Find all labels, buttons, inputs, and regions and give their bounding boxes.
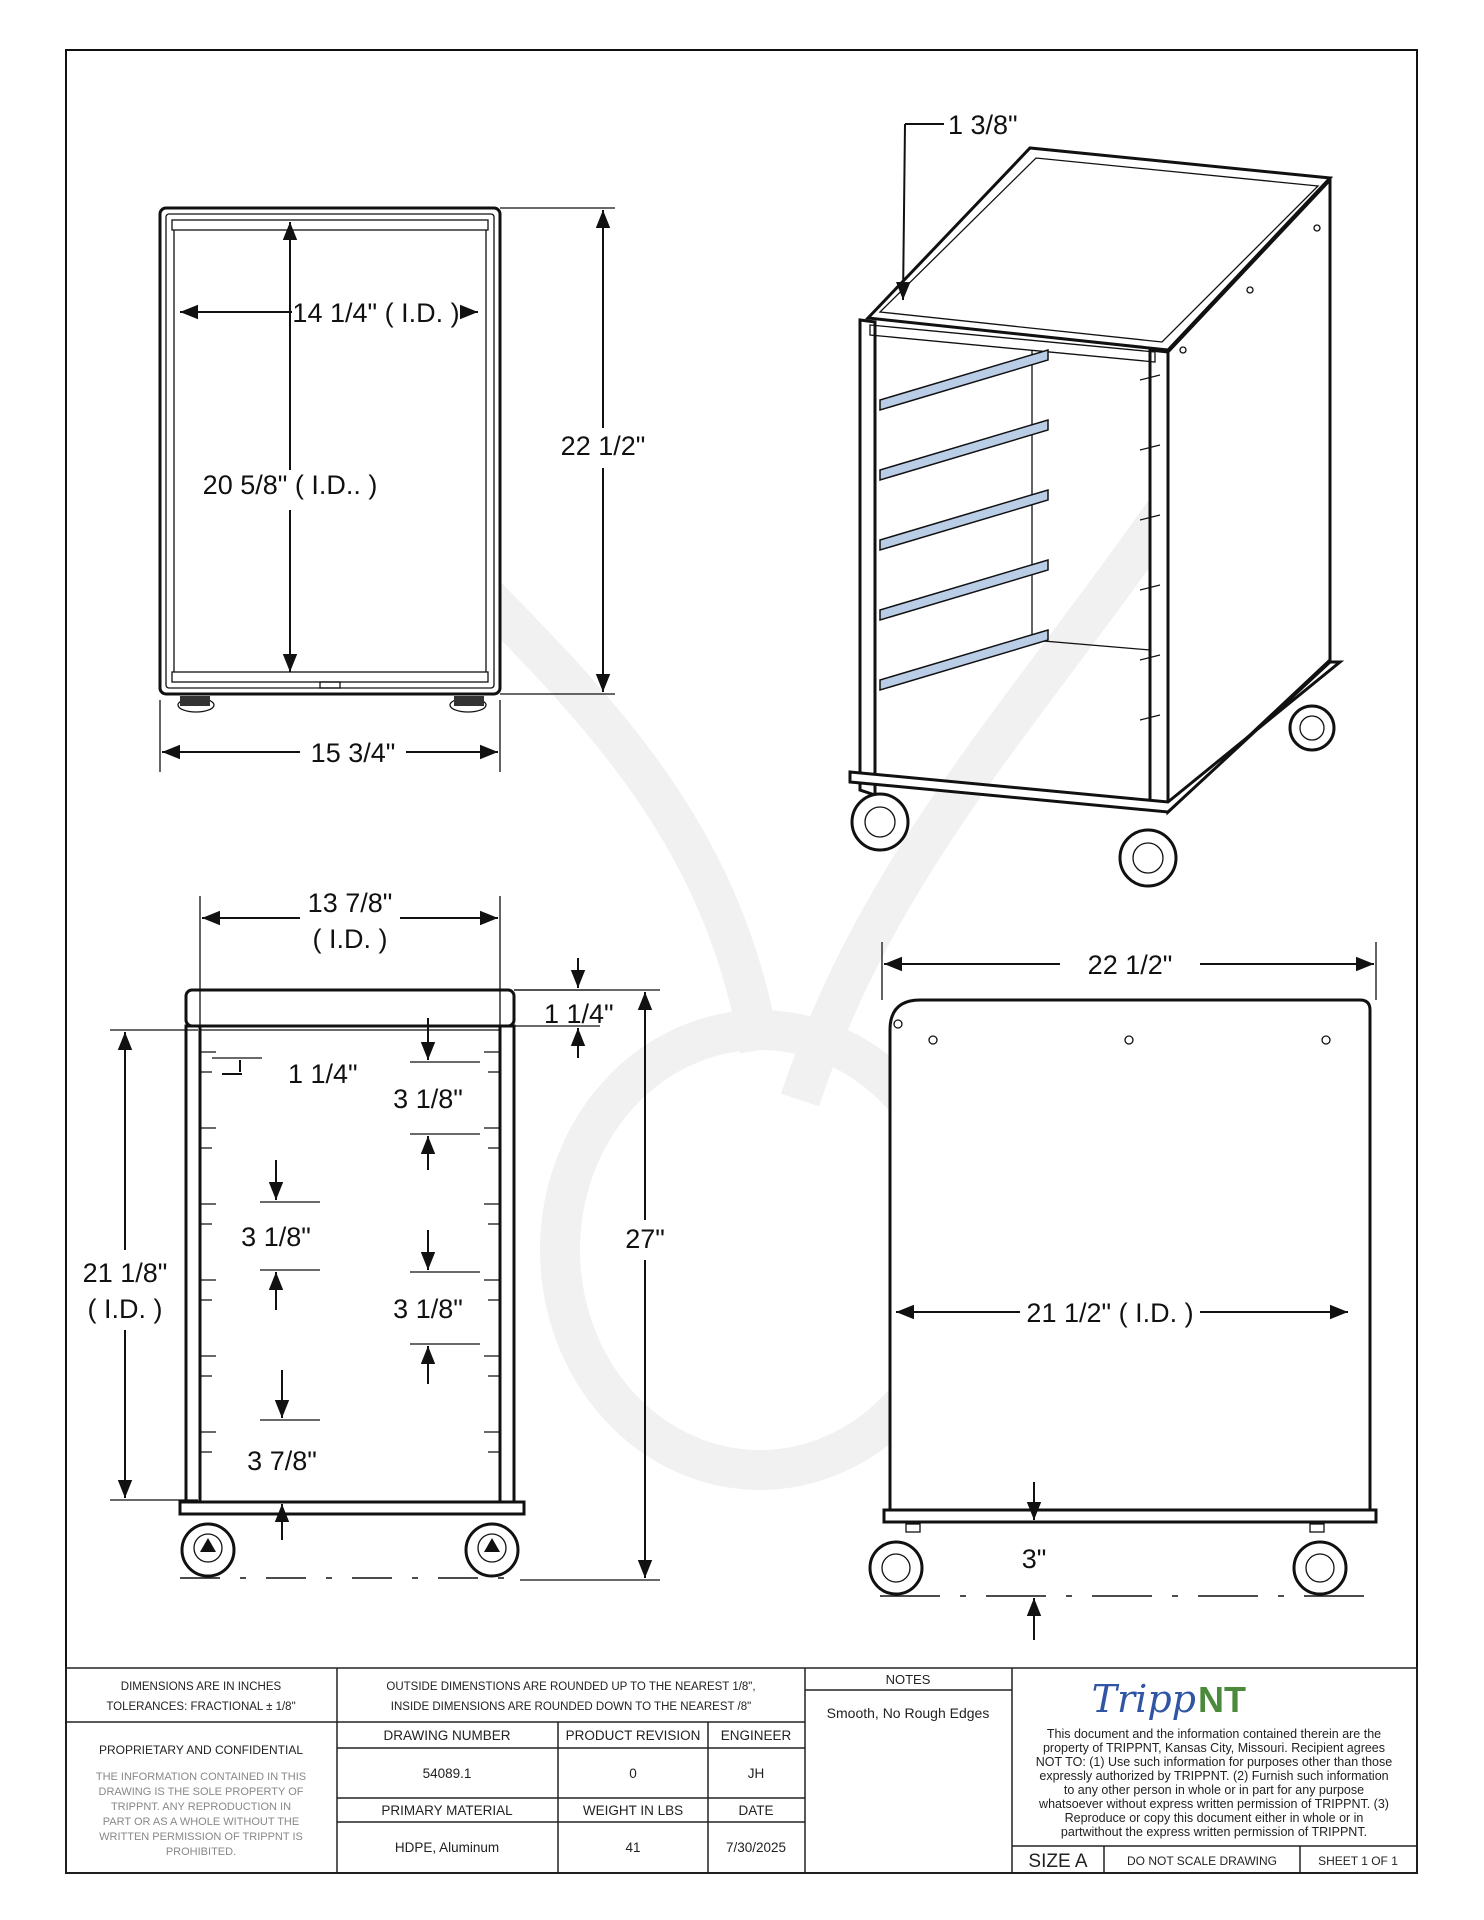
weight: 41 <box>625 1840 641 1855</box>
dim-side-spacing-a: 3 1/8" <box>393 1084 463 1114</box>
dim-front-height: 22 1/2" <box>560 431 646 461</box>
proprietary-line: THE INFORMATION CONTAINED IN THIS <box>95 1771 307 1783</box>
drawing-number: 54089.1 <box>422 1766 472 1781</box>
primary-material-label: PRIMARY MATERIAL <box>381 1803 513 1818</box>
dim-side-height-id-1: 21 1/8" <box>82 1258 168 1288</box>
drawing-number-label: DRAWING NUMBER <box>383 1728 511 1743</box>
dim-front-width-id: 14 1/4" ( I.D. ) <box>292 298 460 328</box>
dim-side-rail-gap: 1 1/4" <box>288 1059 358 1089</box>
rounding-note-2: INSIDE DIMENSIONS ARE ROUNDED DOWN TO THE NEAREST /8" <box>390 1701 752 1713</box>
legal-line: partwithout the express written permission of TRIPPNT. <box>1060 1825 1368 1839</box>
isometric-view <box>850 124 1340 886</box>
product-revision-label: PRODUCT REVISION <box>565 1728 701 1743</box>
legal-line: expressly authorized by TRIPPNT. (2) Furnish such information <box>1039 1769 1389 1783</box>
dim-front-width: 15 3/4" <box>310 738 396 768</box>
logo-script: Tripp <box>1091 1677 1196 1721</box>
dim-back-clearance: 3" <box>1021 1544 1047 1574</box>
weight-label: WEIGHT IN LBS <box>582 1803 684 1818</box>
size-label: SIZE A <box>1028 1851 1088 1872</box>
dim-side-spacing-b: 3 1/8" <box>241 1222 311 1252</box>
logo-block: NT <box>1198 1679 1246 1720</box>
legal-notice <box>1036 1727 1392 1839</box>
proprietary-line: DRAWING IS THE SOLE PROPERTY OF <box>98 1786 304 1798</box>
dim-iso-lip: 1 3/8" <box>948 110 1018 140</box>
dims-note-2: TOLERANCES: FRACTIONAL ± 1/8" <box>106 1701 296 1713</box>
legal-line: NOT TO: (1) Use such information for purposes other than those <box>1035 1755 1393 1769</box>
notes-header: NOTES <box>885 1672 931 1687</box>
legal-line: property of TRIPPNT, Kansas City, Missouri. Recipient agrees <box>1042 1741 1386 1755</box>
dim-side-width-id-1: 13 7/8" <box>307 888 393 918</box>
dim-back-width: 22 1/2" <box>1087 950 1173 980</box>
date: 7/30/2025 <box>725 1840 787 1855</box>
rounding-note-1: OUTSIDE DIMENSTIONS ARE ROUNDED UP TO THE NEAREST 1/8", <box>386 1681 756 1693</box>
legal-line: This document and the information contained therein are the <box>1046 1727 1382 1741</box>
do-not-scale: DO NOT SCALE DRAWING <box>1126 1854 1278 1868</box>
dim-side-height-id-2: ( I.D. ) <box>87 1294 163 1324</box>
dim-side-spacing-c: 3 1/8" <box>393 1294 463 1324</box>
trippnt-logo <box>1092 1677 1246 1721</box>
proprietary-line: WRITTEN PERMISSION OF TRIPPNT IS <box>99 1831 303 1843</box>
dim-side-spacing-bottom: 3 7/8" <box>247 1446 317 1476</box>
proprietary-header: PROPRIETARY AND CONFIDENTIAL <box>98 1743 304 1757</box>
dims-note-1: DIMENSIONS ARE IN INCHES <box>120 1681 282 1693</box>
proprietary-line: TRIPPNT. ANY REPRODUCTION IN <box>110 1801 292 1813</box>
dim-front-height-id: 20 5/8" ( I.D.. ) <box>202 470 378 500</box>
side-casters <box>182 1524 518 1576</box>
proprietary-line: PART OR AS A WHOLE WITHOUT THE <box>102 1816 300 1828</box>
dim-side-height: 27" <box>625 1224 665 1254</box>
dim-side-top: 1 1/4" <box>544 999 614 1029</box>
iso-glides <box>880 350 1160 720</box>
legal-line: to any other person in whole or in part for any purpose <box>1063 1783 1365 1797</box>
dim-side-width-id-2: ( I.D. ) <box>312 924 388 954</box>
proprietary-line: PROHIBITED. <box>165 1846 237 1858</box>
legal-line: whatsoever without express written permission of TRIPPNT. (3) <box>1039 1797 1389 1811</box>
engineer: JH <box>747 1766 765 1781</box>
sheet-number: SHEET 1 OF 1 <box>1318 1854 1398 1868</box>
product-revision: 0 <box>629 1766 637 1781</box>
notes-text: Smooth, No Rough Edges <box>826 1705 990 1721</box>
legal-line: Reproduce or copy this document either in whole or in <box>1064 1811 1364 1825</box>
primary-material: HDPE, Aluminum <box>394 1840 500 1855</box>
date-label: DATE <box>738 1803 774 1818</box>
back-casters <box>870 1524 1346 1594</box>
dim-back-width-id: 21 1/2" ( I.D. ) <box>1026 1298 1194 1328</box>
engineer-label: ENGINEER <box>720 1728 792 1743</box>
back-view <box>870 942 1376 1640</box>
